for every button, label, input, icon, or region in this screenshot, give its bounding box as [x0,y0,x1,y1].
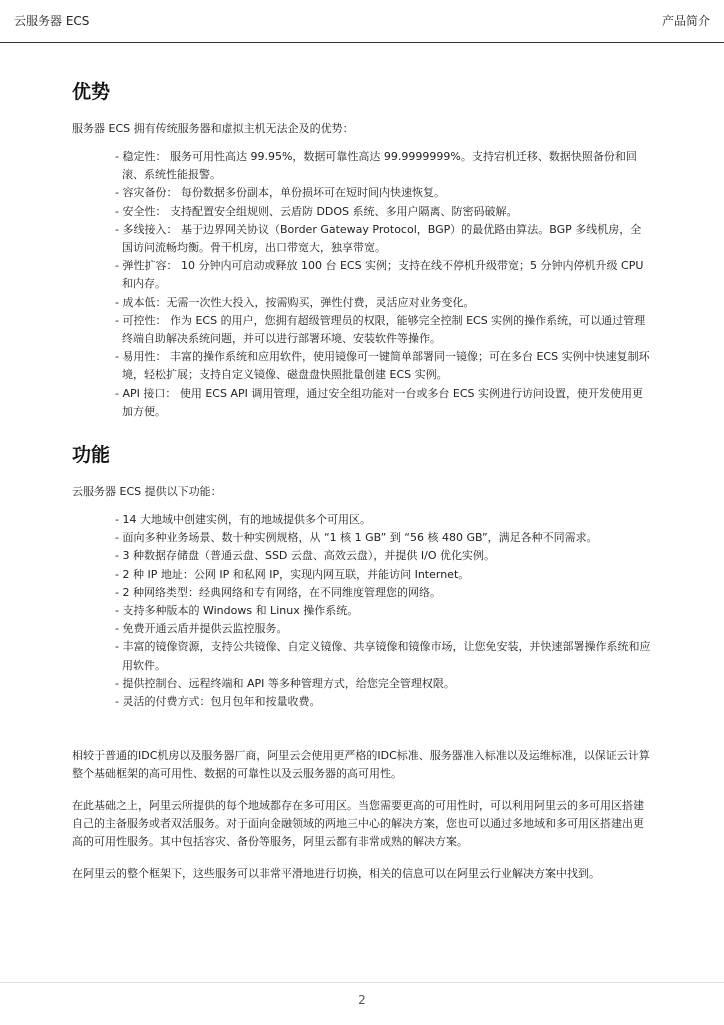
paragraph-framework [72,865,652,883]
section-title-advantages: 优势 [72,81,111,103]
section-title-features: 功能 [72,444,111,467]
advantage-item: - 可控性： 作为 ECS 的用户，您拥有超级管理员的权限，能够完全控制 ECS 实例的操作系统，可以通过管理终端自助解决系统问题，并可以进行部署环境、安装软件等操作。 [115,312,652,348]
features-list [72,511,652,711]
advantage-item: - 容灾备份： 每份数据多份副本，单份损坏可在短时间内快速恢复。 [115,184,652,202]
feature-item: - 2 种网络类型：经典网络和专有网络，在不同维度管理您的网络。 [115,584,652,602]
document-body [72,74,652,883]
header-product-name: 云服务器 ECS [14,14,90,28]
page-footer [0,982,724,1025]
page-number: 2 [358,993,366,1007]
feature-item: - 面向多种业务场景、数十种实例规格，从 “1 核 1 GB” 到 “56 核 480 GB”，满足各种不同需求。 [115,529,652,547]
header-chapter-title: 产品简介 [661,14,710,28]
advantages-intro: 服务器 ECS 拥有传统服务器和虚拟主机无法企及的优势： [72,122,354,135]
advantage-item: - 安全性： 支持配置安全组规则、云盾防 DDOS 系统、多用户隔离、防密码破解。 [115,203,652,221]
feature-item: - 3 种数据存储盘（普通云盘、SSD 云盘、高效云盘），并提供 I/O 优化实例。 [115,547,652,565]
paragraph-framework-end: 中找到。 [556,867,600,881]
feature-item: - 支持多种版本的 Windows 和 Linux 操作系统。 [115,602,652,620]
feature-item: - 2 种 IP 地址：公网 IP 和私网 IP，实现内网互联，并能访问 Internet。 [115,566,652,584]
feature-item: - 丰富的镜像资源，支持公共镜像、自定义镜像、共享镜像和镜像市场，让您免安装，并快速部署操作系统和应用软件。 [115,638,652,674]
industry-solutions-link[interactable]: 阿里云行业解决方案 [457,867,556,881]
paragraph-idc-standards: 相较于普通的IDC机房以及服务器厂商，阿里云会使用更严格的IDC标准、服务器准入标准以及运维标准，以保证云计算整个基础框架的高可用性、数据的可靠性以及云服务器的高可用性。 [72,749,650,781]
advantage-item: - API 接口： 使用 ECS API 调用管理，通过安全组功能对一台或多台 ECS 实例进行访问设置，使开发使用更加方便。 [115,385,652,421]
advantage-item: - 易用性： 丰富的操作系统和应用软件，使用镜像可一键简单部署同一镜像；可在多台 ECS 实例中快速复制环境，轻松扩展；支持自定义镜像、磁盘盘快照批量创建 ECS 实例。 [115,348,652,384]
feature-item: - 免费开通云盾并提供云监控服务。 [115,620,652,638]
feature-item: - 灵活的付费方式：包月包年和按量收费。 [115,693,652,711]
feature-item: - 14 大地域中创建实例，有的地域提供多个可用区。 [115,511,652,529]
advantages-list [72,148,652,421]
paragraph-framework-text: 在阿里云的整个框架下，这些服务可以非常平滑地进行切换，相关的信息可以在 [72,867,457,881]
advantage-item: - 多线接入： 基于边界网关协议（Border Gateway Protocol，BGP）的最优路由算法。BGP 多线机房，全国访问流畅均衡。骨干机房，出口带宽大，独享带宽。 [115,221,652,257]
feature-item: - 提供控制台、远程终端和 API 等多种管理方式，给您完全管理权限。 [115,675,652,693]
advantage-item: - 弹性扩容： 10 分钟内可启动或释放 100 台 ECS 实例；支持在线不停机升级带宽；5 分钟内停机升级 CPU 和内存。 [115,257,652,293]
page-header [0,0,724,43]
advantage-item: - 成本低：无需一次性大投入，按需购买，弹性付费，灵活应对业务变化。 [115,294,652,312]
paragraph-multi-zone: 在此基础之上，阿里云所提供的每个地域都存在多可用区。当您需要更高的可用性时，可以利用阿里云的多可用区搭建自己的主备服务或者双活服务。对于面向金融领域的两地三中心的解决方案，您也可以通过多地域和多可用区搭建出更高的可用性服务。其中包括容灾、备份等服务，阿里云都有非常成熟的解决方案。 [72,799,644,849]
advantage-item: - 稳定性： 服务可用性高达 99.95%，数据可靠性高达 99.9999999%。支持宕机迁移、数据快照备份和回滚、系统性能报警。 [115,148,652,184]
features-intro: 云服务器 ECS 提供以下功能： [72,485,222,499]
